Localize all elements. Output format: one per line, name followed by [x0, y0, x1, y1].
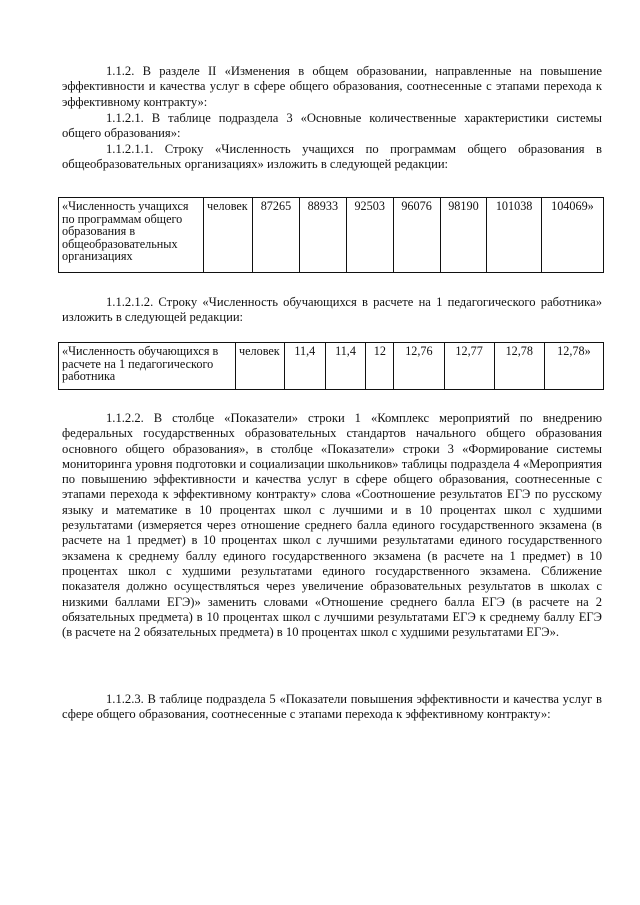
paragraph-1-1-2: 1.1.2. В разделе II «Изменения в общем образовании, направленные на повышение эффективности и качества услуг в сфере общего образования, соотнесенные с этапами перехода к эффективному контракту»: — [62, 64, 602, 109]
value-cell: 87265 — [253, 198, 300, 273]
value-cell: 12,77 — [444, 343, 494, 390]
row-label: «Численность обучающихся в расчете на 1 педагогического работника — [59, 343, 236, 390]
unit-cell: человек — [236, 343, 285, 390]
value-cell: 11,4 — [285, 343, 326, 390]
paragraph-1-1-2-3: 1.1.2.3. В таблице подраздела 5 «Показатели повышения эффективности и качества услуг в сфере общего образования, соотнесенные с этапами перехода к эффективному контракту»: — [62, 692, 602, 722]
value-cell: 96076 — [393, 198, 440, 273]
value-cell: 12,76 — [394, 343, 444, 390]
value-cell: 101038 — [487, 198, 541, 273]
paragraph-1-1-2-1: 1.1.2.1. В таблице подраздела 3 «Основные количественные характеристики системы общего образования»: — [62, 111, 602, 141]
value-cell: 12,78 — [494, 343, 544, 390]
value-cell: 11,4 — [325, 343, 366, 390]
table-row — [59, 343, 604, 390]
value-cell: 88933 — [299, 198, 346, 273]
paragraph-1-1-2-1-1: 1.1.2.1.1. Строку «Численность учащихся по программам общего образования в общеобразовательных организациях» изложить в следующей редакции: — [62, 142, 602, 172]
unit-cell: человек — [204, 198, 253, 273]
table-row — [59, 198, 604, 273]
teacher-ratio-table — [58, 342, 604, 390]
value-cell: 12,78» — [544, 343, 603, 390]
paragraph-1-1-2-2: 1.1.2.2. В столбце «Показатели» строки 1 «Комплекс мероприятий по внедрению федеральных государственных образовательных стандартов начального общего образования основного общего образования», в столбце «Показатели» строки 3 «Формирование системы мониторинга уровня подготовки и социализации школьников» таблицы подраздела 4 «Мероприятия по повышению эффективности и качества услуг в сфере общего образования, соотнесенные с этапами перехода к эффективному контракту» слова «Соотношение результатов ЕГЭ по русскому языку и математике в 10 процентах школ с лучшими и в 10 процентах школ с худшими результатами (измеряется через отношение среднего балла единого государственного экзамена (в расчете на 1 предмет) в 10 процентах школ с лучшими результатами единого государственного экзамена к среднему баллу единого государственного экзамена (в расчете на 1 предмет) в 10 процентах школ с худшими результатами единого государственного экзамена. Сближение показателя должно осуществляться через увеличение образовательных результатов в школах с низкими баллами ЕГЭ)» заменить словами «Отношение среднего балла ЕГЭ (в расчете на 2 обязательных предмета) в 10 процентах школ с лучшими результатами ЕГЭ к среднему баллу ЕГЭ (в расчете на 2 обязательных предмета) в 10 процентах школ с худшими результатами ЕГЭ». — [62, 411, 602, 640]
paragraph-1-1-2-1-2: 1.1.2.1.2. Строку «Численность обучающихся в расчете на 1 педагогического работника» изложить в следующей редакции: — [62, 295, 602, 325]
value-cell: 104069» — [541, 198, 603, 273]
value-cell: 12 — [366, 343, 394, 390]
value-cell: 92503 — [346, 198, 393, 273]
students-table — [58, 197, 604, 273]
row-label: «Численность учащихся по программам общего образования в общеобразовательных организациях — [59, 198, 204, 273]
value-cell: 98190 — [440, 198, 487, 273]
